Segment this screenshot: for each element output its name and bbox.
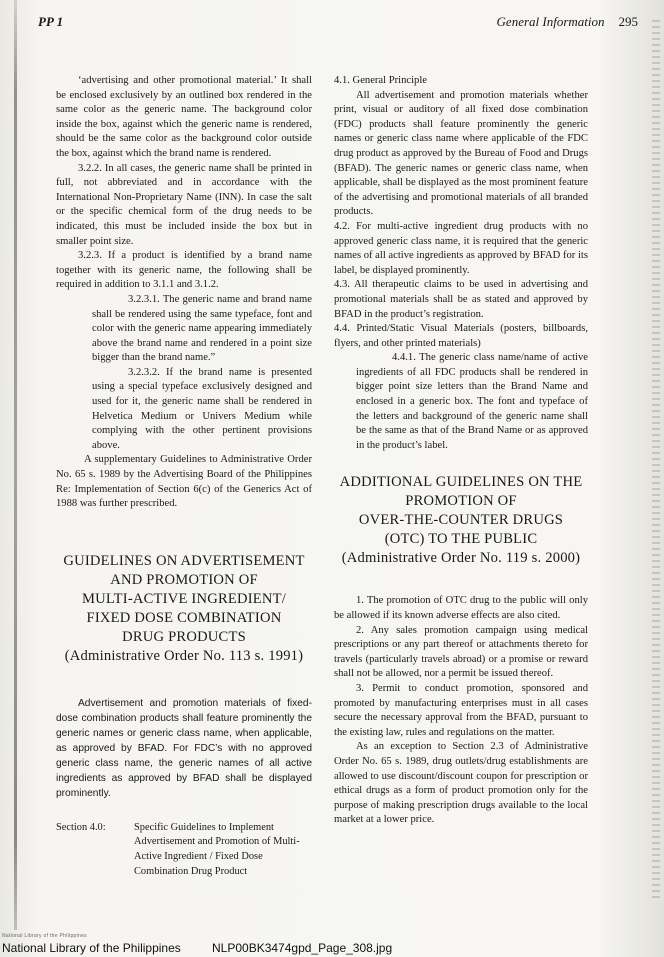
heading-line: (Administrative Order No. 113 s. 1991): [64, 647, 304, 664]
paragraph: As an exception to Section 2.3 of Administrative Order No. 65 s. 1989, drug outlets/drug establishments are allowed to use discount/discount coupon for prescription or ethical drugs as a form of product promotion only for the purpose of making prescription drugs available to the local market at a lower price.: [334, 741, 588, 826]
left-column: [56, 74, 312, 879]
section-entry: [56, 821, 312, 879]
page-number: 295: [618, 14, 638, 29]
paragraph: 2. Any sales promotion campaign using medical prescriptions or any part thereof or attachments thereto for travels (particularly travels abroad) or a promise or reward shall not be allowed, nor a permit be issued thereof.: [334, 624, 588, 680]
section-heading: [334, 473, 588, 568]
paragraph: 3.2.3.2. If the brand name is presented using a special typeface exclusively designed and used for it, the generic name shall be rendered in Helvetica Medium or Univers Medium while complying with the other pertinent provisions above.: [92, 366, 312, 451]
heading-line: FIXED DOSE COMBINATION: [86, 609, 282, 626]
paragraph: 4.3. All therapeutic claims to be used in advertising and promotional materials shall be as stated and approved by BFAD in the product’s registration.: [334, 279, 588, 320]
subsection-block: [334, 351, 588, 453]
heading-line: PROMOTION OF: [405, 493, 517, 510]
paragraph: 4.1. General Principle: [334, 75, 427, 86]
paragraph: 4.4.1. The generic class name/name of active ingredients of all FDC products shall be rendered in bigger point size letters than the Brand Name and enclosed in a generic box. The font and typeface of the letters and background of the generic name shall be the same as that of the Brand Name or as approved in the product’s label.: [356, 352, 588, 451]
heading-line: (OTC) TO THE PUBLIC: [384, 531, 538, 548]
paragraph: 4.4. Printed/Static Visual Materials (posters, billboards, flyers, and other printed materials): [334, 323, 588, 349]
header-left-label: PP 1: [38, 14, 64, 29]
header-right: [497, 14, 638, 30]
paragraph: ‘advertising and other promotional material.’ It shall be enclosed exclusively by an outlined box rendered in the same color as the generic name. The background color inside the box, against which the generic name is rendered, should be the same color as the background color outside the box, against which the brand name is rendered.: [56, 75, 312, 159]
library-stamp: National Library of the Philippines: [2, 933, 87, 939]
paragraph: Advertisement and promotion materials of fixed-dose combination products shall feature prominently the generic names or generic class name, when applicable, as approved by BFAD. For FDC’s with no approved generic class name, the generic names of all active ingredients as approved by BFAD shall be displayed prominently.: [56, 697, 312, 799]
paragraph: 3.2.2. In all cases, the generic name shall be printed in full, not abbreviated and in accordance with the International Non-Proprietary Name (INN). In case the salt or the specific chemical form of the drug needs to be indicated, this must be included inside the box but in smaller point size.: [56, 162, 312, 247]
paragraph: A supplementary Guidelines to Administrative Order No. 65 s. 1989 by the Advertising Board of the Philippines Re: Implementation of Section 6(c) of the Generics Act of 1988 was further prescribed.: [56, 454, 312, 510]
running-header: [38, 14, 638, 34]
paragraph: 3.2.3. If a product is identified by a brand name together with its generic name, the following shall be required in addition to 3.1.1 and 3.1.2.: [56, 250, 312, 291]
subsection-block: [56, 293, 312, 454]
heading-line: OVER-THE-COUNTER DRUGS: [358, 512, 564, 529]
section-label: Section 4.0:: [56, 821, 106, 833]
paragraph: 4.2. For multi-active ingredient drug products with no approved generic class name, it is required that the generic names of all active ingredients as approved by BFAD for its label, be displayed prominently.: [334, 220, 588, 276]
header-section-title: General Information: [496, 14, 605, 29]
scan-footer: [0, 933, 664, 957]
paragraph: 3. Permit to conduct promotion, sponsored and promoted by manufacturing enterprises must in all cases secure the necessary approval from the BFAD, pursuant to the existing law, rules and regulations on the matter.: [334, 683, 588, 738]
otc-guidelines: [334, 594, 588, 828]
section-text: Specific Guidelines to Implement Advertisement and Promotion of Multi-Active Ingredient / Fixed Dose Combination Drug Product: [134, 821, 300, 877]
library-name: National Library of the Philippines: [2, 941, 181, 955]
section-heading: [56, 552, 312, 666]
paragraph: 1. The promotion of OTC drug to the public will only be allowed if its known adverse effects are also cited.: [334, 595, 588, 622]
heading-line: MULTI-ACTIVE INGREDIENT/: [81, 590, 287, 607]
heading-line: (Administrative Order No. 119 s. 2000): [341, 550, 581, 567]
right-column: [334, 74, 588, 828]
heading-line: DRUG PRODUCTS: [122, 628, 246, 645]
page-edge: [652, 20, 660, 900]
paragraph: All advertisement and promotion materials whether print, visual or auditory of all fixed dose combination (FDC) products shall feature prominently the generic names or generic class name where applicable of the FDC drug product as approved by the Bureau of Food and Drugs (BFAD). The generic names or generic class name, when applicable, shall be displayed as the most prominent feature of the advertising and promotional materials of all branded products.: [334, 89, 588, 218]
heading-line: GUIDELINES ON ADVERTISEMENT: [63, 552, 305, 569]
heading-line: ADDITIONAL GUIDELINES ON THE: [339, 474, 583, 491]
file-name: NLP00BK3474gpd_Page_308.jpg: [212, 941, 393, 955]
heading-line: AND PROMOTION OF: [110, 571, 258, 588]
paragraph: 3.2.3.1. The generic name and brand name shall be rendered using the same typeface, font and color with the generic name appearing immediately above the brand name and rendered in a point size bigger than the brand name.”: [92, 293, 312, 364]
binding-shadow: [14, 0, 17, 930]
